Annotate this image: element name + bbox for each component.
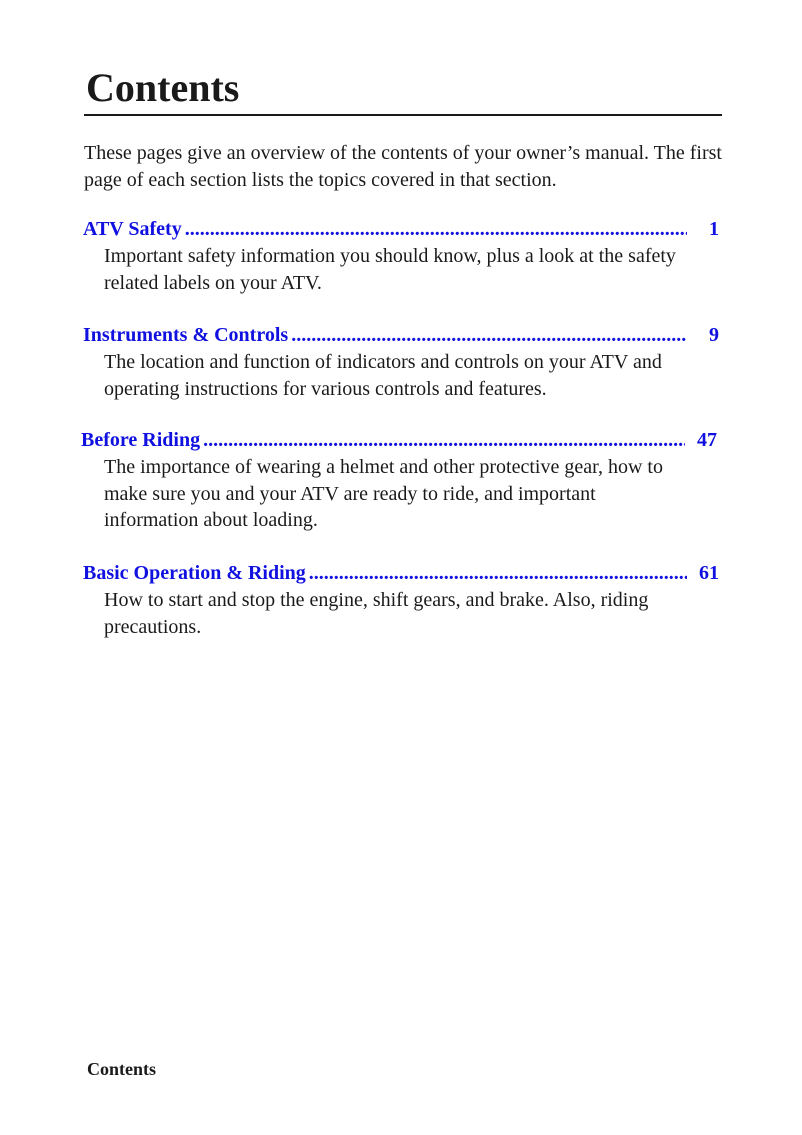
toc-link-before-riding[interactable]	[81, 427, 717, 454]
page-footer-label: Contents	[87, 1059, 157, 1079]
toc-link-basic-operation[interactable]	[83, 560, 719, 587]
toc-page-number: 1	[709, 218, 719, 240]
toc-entry-description: Important safety information you should know, plus a look at the safety related labels on your ATV.	[104, 245, 676, 294]
toc-entry-instruments-controls	[83, 322, 723, 402]
toc-entry-before-riding	[81, 427, 721, 534]
toc-dot-leader	[309, 560, 687, 587]
intro-paragraph: These pages give an overview of the contents of your owner’s manual. The first page of each section lists the topics covered in that section.	[84, 142, 722, 191]
toc-dot-leader	[203, 427, 685, 454]
toc-entry-title: Before Riding	[81, 429, 201, 451]
toc-entry-basic-operation	[83, 560, 723, 640]
toc-dot-leader	[291, 322, 687, 349]
toc-entry-description: How to start and stop the engine, shift gears, and brake. Also, riding precautions.	[104, 589, 649, 638]
toc-dot-leader	[185, 216, 687, 243]
toc-link-atv-safety[interactable]	[83, 216, 719, 243]
page-title: Contents	[86, 65, 240, 110]
toc-entry-description: The importance of wearing a helmet and other protective gear, how to make sure you and your ATV are ready to ride, and important information about loading.	[104, 456, 663, 531]
title-divider	[84, 114, 722, 116]
toc-link-instruments-controls[interactable]	[83, 322, 719, 349]
toc-entry-title: ATV Safety	[83, 218, 182, 240]
toc-entry-title: Basic Operation & Riding	[83, 562, 306, 584]
toc-page-number: 47	[697, 429, 717, 451]
toc-entry-atv-safety	[83, 216, 723, 296]
toc-page-number: 61	[699, 562, 719, 584]
toc-entry-title: Instruments & Controls	[83, 324, 289, 346]
toc-page-number: 9	[709, 324, 719, 346]
toc-entry-description: The location and function of indicators and controls on your ATV and operating instructions for various controls and features.	[104, 351, 662, 400]
